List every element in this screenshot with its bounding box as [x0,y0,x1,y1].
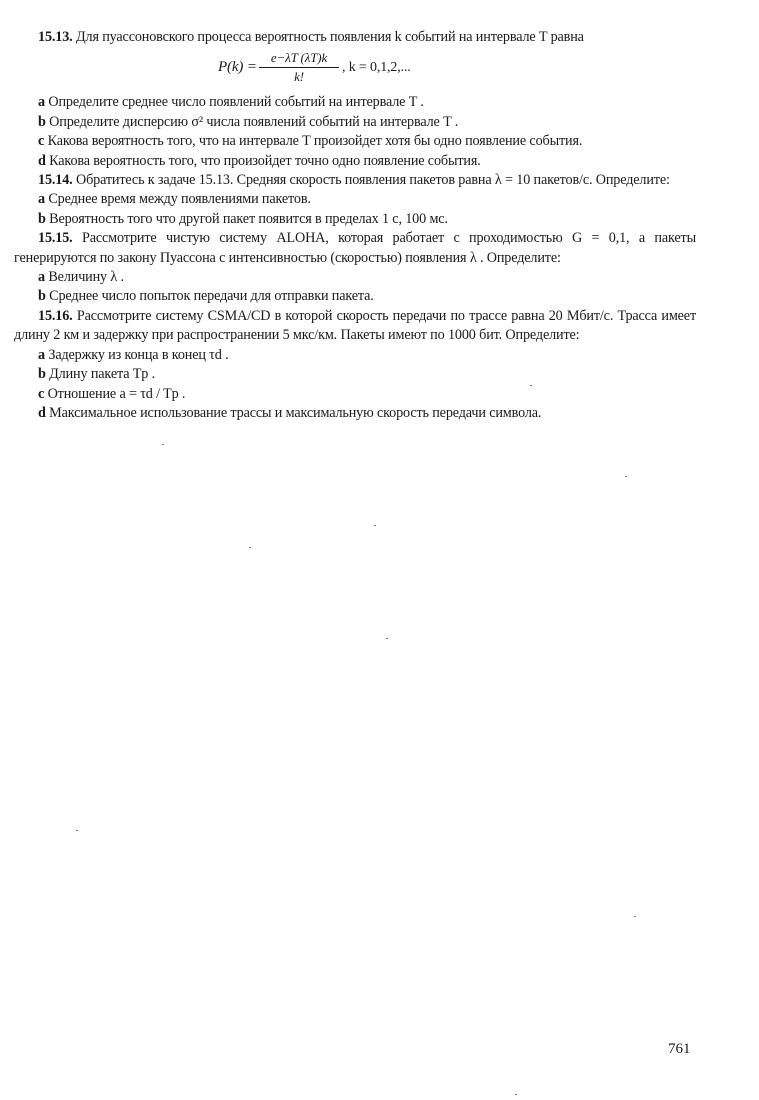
item-text: Задержку из конца в конец τd . [48,346,229,363]
item-letter: b [38,288,46,305]
question-item [14,268,696,287]
item-letter: c [38,385,45,402]
page-number: 761 [668,1041,691,1057]
scan-speck [515,1094,517,1095]
scan-speck [162,444,164,445]
question-item [14,346,696,365]
item-text: Среднее число попыток передачи для отправки пакета. [49,288,374,305]
formula-rhs: , k = 0,1,2,... [342,60,411,76]
item-letter: a [38,191,45,208]
item-text: Длину пакета Tp . [49,366,155,383]
problem-intro-text: Для пуассоновского процесса вероятность появления k событий на интервале T равна [75,29,584,45]
question-item [14,385,696,404]
item-letter: d [38,152,46,169]
question-item [14,210,696,229]
item-text: Величину λ . [48,269,124,286]
problem-number: 15.14. [38,172,73,189]
item-letter: a [38,94,45,111]
problem-intro-text: Рассмотрите чистую систему ALOHA, которая работает с проходимостью G = 0,1, а пакеты генерируются по закону Пуассона с интенсивностью (скоростью) появления λ . Определите: [14,230,696,266]
item-text: Определите дисперсию σ² числа появлений событий на интервале T . [49,113,459,130]
problem-intro-text: Рассмотрите систему CSMA/CD в которой скорость передачи по трассе равна 20 Мбит/с. Трасса имеет длину 2 км и задержку при распространении 5 мкс/км. Пакеты имеют по 1000 бит. Определите: [14,307,696,344]
item-text: Какова вероятность того, что на интервале T произойдет хотя бы одно появление события. [47,133,583,150]
formula-numerator: e−λT (λT)k [270,50,328,66]
item-text: Определите среднее число появлений событий на интервале T . [48,94,424,111]
item-text: Вероятность того что другой пакет появится в пределах 1 с, 100 мс. [49,210,448,227]
item-text: Максимальное использование трассы и максимальную скорость передачи символа. [49,404,542,421]
item-letter: b [38,113,46,130]
formula-fraction [259,49,339,85]
item-text: Отношение a = τd / Tp . [47,385,186,402]
poisson-formula [14,49,696,89]
item-text: Какова вероятность того, что произойдет точно одно появление события. [49,152,481,169]
question-item [14,190,696,209]
question-item [14,365,696,384]
problem-15-14-intro [14,171,696,190]
question-item [14,93,696,112]
scan-speck [76,830,78,831]
question-item [14,404,696,423]
problem-number: 15.15. [38,230,73,247]
problem-15-16-intro [14,307,696,346]
question-item [14,113,696,132]
question-item [14,152,696,171]
problem-15-13-intro [14,28,696,47]
item-letter: b [38,366,46,383]
problem-intro-text: Обратитесь к задаче 15.13. Средняя скорость появления пакетов равна λ = 10 пакетов/с. Определите: [75,172,670,189]
problem-text-block [14,28,696,423]
problem-number: 15.16. [38,307,73,324]
question-item [14,132,696,151]
item-letter: b [38,210,46,227]
formula-denominator: k! [294,69,304,85]
item-text: Среднее время между появлениями пакетов. [48,191,311,208]
item-letter: a [38,269,45,286]
scan-speck [625,476,627,477]
problem-15-15-intro [14,229,696,268]
question-item [14,287,696,306]
scan-speck [249,547,251,548]
scan-speck [530,385,532,386]
scan-speck [386,638,388,639]
problem-number: 15.13. [38,29,73,45]
item-letter: c [38,133,45,150]
formula-lhs: P(k) = [218,59,257,76]
scan-speck [374,525,376,526]
item-letter: a [38,346,45,363]
fraction-bar [259,67,339,68]
item-letter: d [38,404,46,421]
scan-speck [634,916,636,917]
